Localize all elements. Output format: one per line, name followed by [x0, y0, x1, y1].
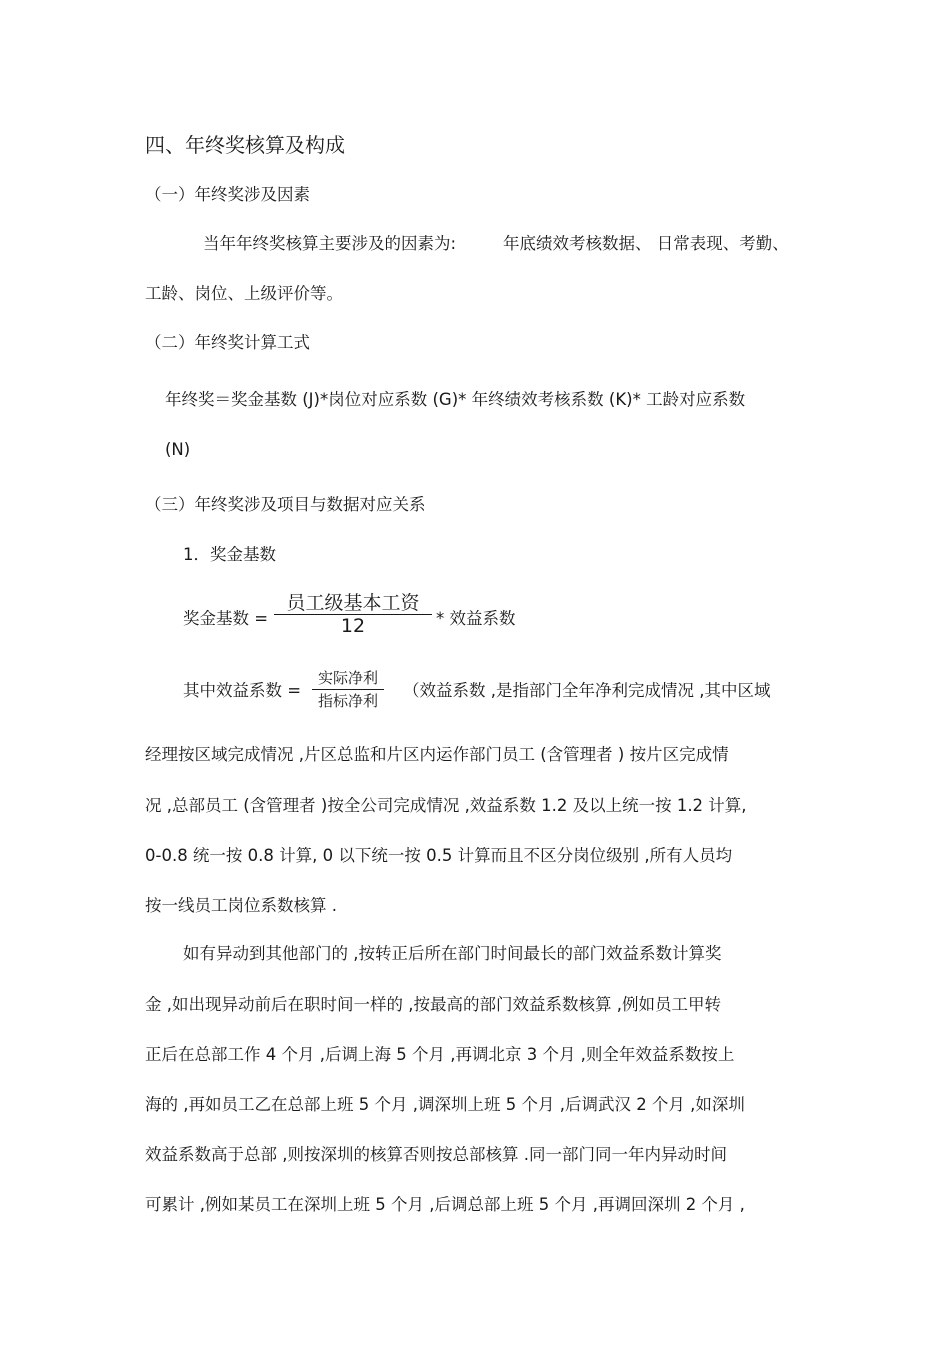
section-heading: 四、年终奖核算及构成	[145, 133, 345, 157]
formula-line: 年终奖＝奖金基数 (J)*岗位对应系数 (G)* 年终绩效考核系数 (K)* 工龄对应系数	[165, 390, 746, 409]
formula-rhs: （效益系数 ,是指部门全年净利完成情况 ,其中区域	[403, 681, 771, 700]
paragraph-line: 可累计 ,例如某员工在深圳上班 5 个月 ,后调总部上班 5 个月 ,再调回深圳 2 个月 ,	[145, 1195, 745, 1214]
paragraph-line: 正后在总部工作 4 个月 ,后调上海 5 个月 ,再调北京 3 个月 ,则全年效益系数按上	[145, 1045, 735, 1064]
paragraph-line: 如有异动到其他部门的 ,按转正后所在部门时间最长的部门效益系数计算奖	[183, 944, 722, 963]
formula-lhs: 其中效益系数 =	[183, 681, 302, 700]
paragraph-line: 当年年终奖核算主要涉及的因素为:	[203, 234, 457, 253]
fraction-numerator: 员工级基本工资	[286, 592, 420, 614]
paragraph-line: 工龄、岗位、上级评价等。	[145, 284, 343, 303]
formula-line: (N)	[165, 440, 191, 459]
fraction-numerator: 实际净利	[317, 669, 378, 687]
paragraph-line: 年底绩效考核数据、 日常表现、考勤、	[503, 234, 789, 253]
formula-rhs: * 效益系数	[436, 609, 516, 628]
fraction-denominator: 12	[340, 615, 366, 637]
fraction-denominator: 指标净利	[317, 692, 378, 710]
fraction-bonus-base	[274, 592, 432, 637]
subsection-title-3: （三）年终奖涉及项目与数据对应关系	[145, 495, 426, 514]
paragraph-line: 效益系数高于总部 ,则按深圳的核算否则按总部核算 .同一部门同一年内异动时间	[145, 1145, 727, 1164]
paragraph-line: 0-0.8 统一按 0.8 计算, 0 以下统一按 0.5 计算而且不区分岗位级别 ,所有人员均	[145, 846, 733, 865]
paragraph-line: 况 ,总部员工 (含管理者 )按全公司完成情况 ,效益系数 1.2 及以上统一按 1.2 计算,	[145, 796, 747, 815]
paragraph-line: 经理按区域完成情况 ,片区总监和片区内运作部门员工 (含管理者 ) 按片区完成情	[145, 745, 729, 764]
item-title: 1．奖金基数	[183, 545, 276, 564]
subsection-title-2: （二）年终奖计算工式	[145, 333, 310, 352]
fraction-benefit-coefficient	[312, 667, 384, 712]
paragraph-line: 按一线员工岗位系数核算 .	[145, 896, 337, 915]
formula-lhs: 奖金基数 =	[183, 609, 269, 628]
subsection-title-1: （一）年终奖涉及因素	[145, 185, 310, 204]
paragraph-line: 金 ,如出现异动前后在职时间一样的 ,按最高的部门效益系数核算 ,例如员工甲转	[145, 995, 721, 1014]
paragraph-line: 海的 ,再如员工乙在总部上班 5 个月 ,调深圳上班 5 个月 ,后调武汉 2 个月 ,如深圳	[145, 1095, 745, 1114]
